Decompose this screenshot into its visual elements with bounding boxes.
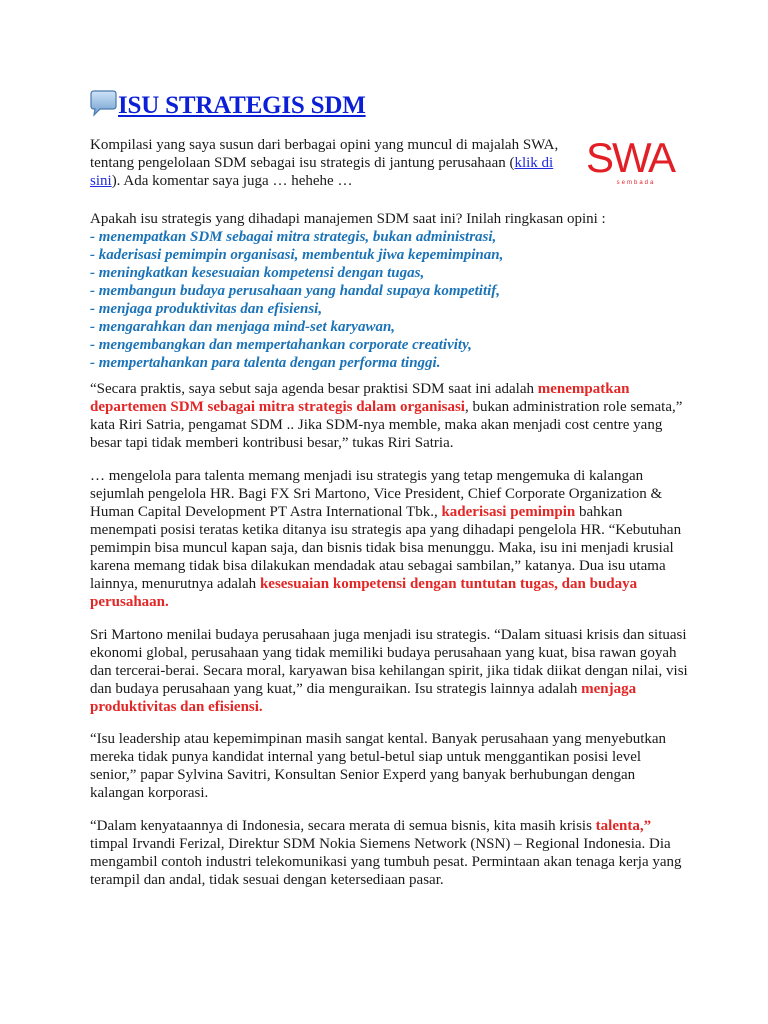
highlight-text: kaderisasi pemimpin	[441, 504, 576, 520]
paragraph-sylvina-savitri	[90, 730, 690, 802]
list-item: - menempatkan SDM sebagai mitra strategis, bukan administrasi,	[90, 229, 497, 245]
paragraph-irvandi-ferizal	[90, 817, 690, 889]
paragraph-text: “Dalam kenyataannya di Indonesia, secara merata di semua bisnis, kita masih krisis	[90, 818, 596, 834]
paragraph-text: , bukan administration role semata,” kata Riri Satria, pengamat SDM .. Jika SDM-nya memble, maka akan menjadi cost centre yang besar tapi tidak memberi kontribusi besar,” tukas Riri Satria.	[90, 399, 683, 451]
opini-section	[90, 210, 690, 372]
speech-bubble-icon	[88, 89, 118, 119]
list-item: - mengarahkan dan menjaga mind-set karyawan,	[90, 319, 396, 335]
paragraph-text: bahkan menempati posisi teratas ketika ditanya isu strategis apa yang dihadapi pengelola HR. “Kebutuhan pemimpin bisa muncul kapan saja, dan bisnis tidak bisa menunggu. Maka, isu ini menjadi krusial karena memang tidak bisa dilakukan mendadak atau sebagai sambilan,” katanya. Dua isu utama lainnya, menurutnya adalah	[90, 504, 682, 592]
list-item: - menjaga produktivitas dan efisiensi,	[90, 301, 323, 317]
page-title-link[interactable]: ISU STRATEGIS SDM	[118, 92, 366, 119]
paragraph-text: “Isu leadership atau kepemimpinan masih sangat kental. Banyak perusahaan yang menyebutkan mereka tidak punya kandidat internal yang betul-betul siap untuk menggantikan posisi level senior,” papar Sylvina Savitri, Konsultan Senior Experd yang banyak berhubungan dengan kalangan korporasi.	[90, 731, 667, 801]
paragraph-text: timpal Irvandi Ferizal, Direktur SDM Nokia Siemens Network (NSN) – Regional Indonesia. Dia mengambil contoh industri telekomunikasi yang tumbuh pesat. Permintaan akan tenaga kerja yang terampil dan andal, tidak sesuai dengan ketersediaan pasar.	[90, 836, 682, 888]
title-row	[88, 88, 366, 124]
logo-subtext: sembada	[616, 180, 656, 186]
intro-text: Kompilasi yang saya susun dari berbagai opini yang muncul di majalah SWA, tentang pengelolaan SDM sebagai isu strategis di jantung perusahaan (	[90, 137, 559, 171]
list-item: - mempertahankan para talenta dengan performa tinggi.	[90, 355, 441, 371]
list-item: - membangun budaya perusahaan yang handal supaya kompetitif,	[90, 283, 501, 299]
highlight-text: kesesuaian kompetensi dengan tuntutan tugas, dan budaya perusahaan.	[90, 576, 638, 610]
highlight-text: talenta,”	[595, 818, 652, 834]
paragraph-text: … mengelola para talenta memang menjadi isu strategis yang tetap mengemuka di kalangan sejumlah pengelola HR. Bagi FX Sri Martono, Vice President, Chief Corporate Organization & Human Capital Development PT Astra International Tbk.,	[90, 468, 663, 520]
swa-logo	[578, 134, 682, 188]
paragraph-text: “Secara praktis, saya sebut saja agenda besar praktisi SDM saat ini adalah	[90, 381, 538, 397]
list-item: - kaderisasi pemimpin organisasi, membentuk jiwa kepemimpinan,	[90, 247, 504, 263]
paragraph-text: Sri Martono menilai budaya perusahaan juga menjadi isu strategis. “Dalam situasi krisis dan situasi ekonomi global, perusahaan yang tidak memiliki budaya perusahaan yang kuat, bisa rawan goyah dan tercerai-berai. Secara moral, karyawan bisa kehilangan spirit, jika tidak diikat dengan nilai, visi dan budaya perusahaan yang kuat,” dia menguraikan. Isu strategis lainnya adalah	[90, 627, 688, 697]
opini-lead: Apakah isu strategis yang dihadapi manajemen SDM saat ini? Inilah ringkasan opini :	[90, 211, 606, 227]
list-item: - meningkatkan kesesuaian kompetensi dengan tugas,	[90, 265, 425, 281]
paragraph-riri-satria	[90, 380, 690, 452]
highlight-text: menempatkan departemen SDM sebagai mitra strategis dalam organisasi	[90, 381, 630, 415]
list-item: - mengembangkan dan mempertahankan corporate creativity,	[90, 337, 472, 353]
intro-paragraph	[90, 136, 560, 190]
intro-text-end: ). Ada komentar saya juga … hehehe …	[111, 173, 353, 189]
highlight-text: menjaga produktivitas dan efisiensi.	[90, 681, 637, 715]
paragraph-budaya	[90, 626, 690, 716]
paragraph-sri-martono	[90, 467, 690, 611]
source-link[interactable]: klik di sini	[90, 155, 554, 189]
logo-text: SWA	[585, 134, 675, 181]
